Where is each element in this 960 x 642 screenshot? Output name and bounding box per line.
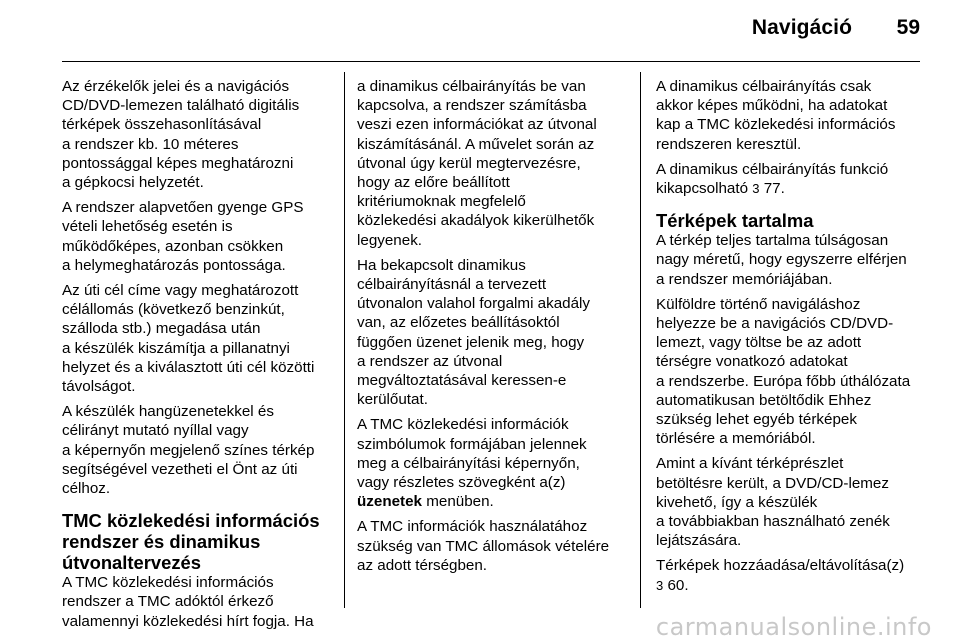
text-line: pontossággal képes meghatározni — [62, 154, 294, 172]
text-line: lemezt, vagy töltse be az adott — [656, 334, 862, 352]
text-line: kapcsolva, a rendszer számításba — [357, 97, 587, 115]
text-line: a továbbiakban használható zenék — [656, 513, 890, 531]
text-line: A TMC közlekedési információk — [357, 416, 569, 434]
text-line: szükség van TMC állomások vételére — [357, 537, 610, 555]
paragraph — [62, 402, 340, 498]
text-line: CD/DVD-lemezen található digitális — [62, 97, 300, 115]
text-line: kivehető, így a készülék — [656, 493, 818, 511]
text-line: közlekedési akadályok kikerülhetők — [357, 212, 595, 230]
text-line — [656, 179, 926, 198]
paragraph — [656, 160, 926, 198]
text-line: TMC közlekedési információs — [62, 510, 320, 532]
page-reference-icon: 3 — [752, 181, 760, 197]
text-line: Amint a kívánt térképrészlet — [656, 455, 844, 473]
text-line: térképek összehasonlításával — [62, 116, 262, 134]
text-line — [656, 576, 926, 595]
text-line: szálloda stb.) megadása után — [62, 320, 261, 338]
text-line: a gépkocsi helyzetét. — [62, 174, 204, 192]
text-line: célállomás (következő benzinkút, — [62, 301, 285, 319]
text-line: a rendszer kb. 10 méteres — [62, 135, 239, 153]
text-line: térségre vonatkozó adatokat — [656, 353, 848, 371]
page-reference-number: 60. — [667, 576, 689, 594]
text-line: törlésére a memóriából. — [656, 430, 816, 448]
text-line: célhoz. — [62, 480, 111, 498]
text-line: kiszámításánál. A művelet során az — [357, 135, 595, 153]
section-heading — [656, 210, 926, 231]
text-line: veszi ezen információkat az útvonal — [357, 116, 597, 134]
text-fragment: menüben. — [422, 493, 494, 511]
text-line: célirányt mutató nyíllal vagy — [62, 422, 249, 440]
section-heading — [62, 510, 340, 573]
text-fragment: kikapcsolható — [656, 180, 753, 198]
paragraph — [656, 231, 926, 289]
paragraph — [656, 556, 926, 594]
text-line: A rendszer alapvetően gyenge GPS — [62, 199, 304, 217]
text-line: kerülőutat. — [357, 391, 428, 409]
text-line: függően üzenet jelenik meg, hogy — [357, 333, 585, 351]
text-line: A dinamikus célbairányítás csak — [656, 78, 872, 95]
text-line: működőképes, azonban csökken — [62, 237, 284, 255]
text-line: rendszeren keresztül. — [656, 135, 802, 153]
paragraph — [357, 517, 629, 575]
text-line: lejátszására. — [656, 532, 742, 550]
text-line: helyzet és a kiválasztott úti cél közötti — [62, 358, 315, 376]
text-line: A dinamikus célbairányítás funkció — [656, 160, 889, 178]
text-line: a rendszer memóriájában. — [656, 270, 833, 288]
text-line: A térkép teljes tartalma túlságosan — [656, 232, 889, 250]
paragraph — [62, 77, 340, 192]
page-title: Navigáció — [751, 16, 852, 39]
paragraph — [357, 415, 629, 511]
text-line: hogy az előre beállított — [357, 174, 510, 192]
text-line: A TMC közlekedési információs — [62, 574, 274, 592]
text-line: a rendszerbe. Európa főbb úthálózata — [656, 372, 911, 390]
text-line: van, az előzetes beállításoktól — [357, 314, 560, 332]
header-divider — [62, 61, 920, 62]
text-line: legyenek. — [357, 231, 423, 249]
paragraph — [62, 281, 340, 396]
text-line: A TMC információk használatához — [357, 518, 588, 536]
text-line: útvonalon valahol forgalmi akadály — [357, 295, 591, 313]
column-divider — [344, 72, 345, 608]
page-reference-number: 77. — [763, 180, 785, 198]
text-line: Külföldre történő navigáláshoz — [656, 295, 861, 313]
text-column-left — [62, 77, 340, 637]
paragraph — [62, 198, 340, 275]
text-line: Az érzékelők jelei és a navigációs — [62, 78, 290, 95]
text-line: távolságot. — [62, 378, 136, 396]
text-line: kritériumoknak megfelelő — [357, 193, 526, 211]
text-line: a készülék kiszámítja a pillanatnyi — [62, 339, 290, 357]
text-line: célbairányításnál a tervezett — [357, 276, 547, 294]
text-column-right — [656, 77, 926, 601]
text-line: megváltoztatásával keressen-e — [357, 372, 567, 390]
text-line: rendszer és dinamikus — [62, 531, 261, 553]
page-header — [0, 0, 960, 58]
text-line: akkor képes működni, ha adatokat — [656, 97, 888, 115]
text-line: szimbólumok formájában jelennek — [357, 435, 587, 453]
text-line: a rendszer az útvonal — [357, 352, 503, 370]
page-reference-icon: 3 — [656, 577, 664, 593]
page-number: 59 — [896, 16, 920, 39]
text-line: az adott térségben. — [357, 556, 488, 574]
text-line: automatikusan betöltődik Ehhez — [656, 391, 872, 409]
paragraph — [656, 77, 926, 154]
menu-name: üzenetek — [357, 493, 422, 511]
text-line: A készülék hangüzenetekkel és — [62, 403, 274, 421]
text-line: Ha bekapcsolt dinamikus — [357, 256, 526, 274]
text-line: a dinamikus célbairányítás be van — [357, 78, 586, 95]
page-footer — [0, 612, 960, 642]
text-line: betöltésre került, a DVD/CD-lemez — [656, 474, 889, 492]
watermark-text: carmanualsonline.info — [655, 613, 932, 641]
text-line: Térképek tartalma — [656, 210, 814, 232]
text-line — [357, 492, 629, 511]
paragraph — [656, 454, 926, 550]
text-line: Az úti cél címe vagy meghatározott — [62, 282, 299, 300]
column-divider — [640, 72, 641, 608]
text-line: útvonaltervezés — [62, 552, 202, 574]
text-line: segítségével vezetheti el Önt az úti — [62, 460, 298, 478]
paragraph — [357, 256, 629, 410]
text-line: útvonal úgy kerül megtervezésre, — [357, 154, 581, 172]
text-line: kap a TMC közlekedési információs — [656, 116, 896, 134]
paragraph — [357, 77, 629, 250]
text-line: a helymeghatározás pontossága. — [62, 256, 286, 274]
text-line: vagy részletes szövegként a(z) — [357, 474, 566, 492]
text-line: nagy méretű, hogy egyszerre elférjen — [656, 251, 907, 269]
text-line: vételi lehetőség esetén is — [62, 218, 233, 236]
paragraph — [656, 295, 926, 449]
text-line: meg a célbairányítási képernyőn, — [357, 454, 580, 472]
text-line: helyezze be a navigációs CD/DVD- — [656, 315, 894, 333]
text-line: valamennyi közlekedési hírt fogja. Ha — [62, 612, 314, 630]
text-column-middle — [357, 77, 629, 581]
text-line: szükség lehet egyéb térképek — [656, 411, 857, 429]
text-line: rendszer a TMC adóktól érkező — [62, 593, 274, 611]
text-line: Térképek hozzáadása/eltávolítása(z) — [656, 557, 905, 575]
text-line: a képernyőn megjelenő színes térkép — [62, 441, 315, 459]
